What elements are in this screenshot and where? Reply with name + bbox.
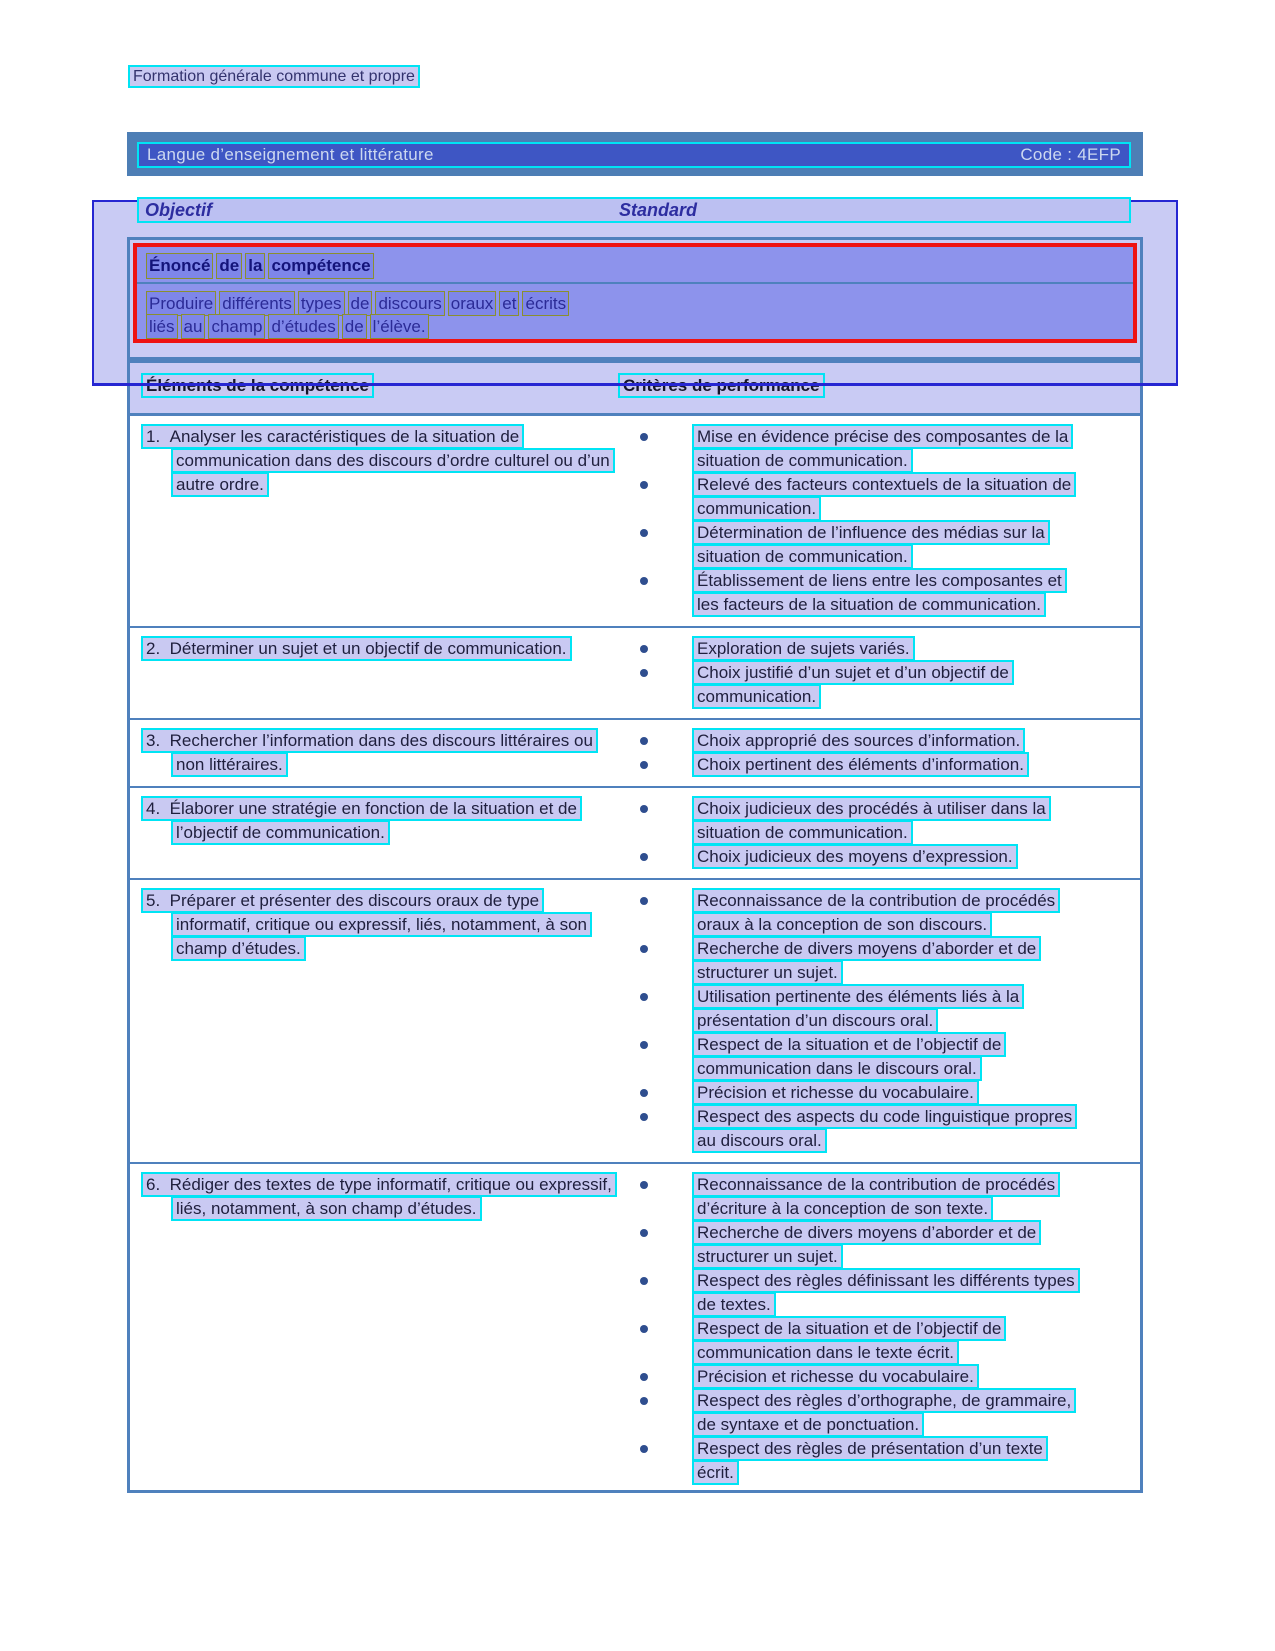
bullet-icon [640, 1445, 648, 1453]
criterion-text: Respect des règles d’orthographe, de grammaire, de syntaxe et de ponctuation. [694, 1390, 1074, 1435]
criterion-paragraph [694, 473, 1082, 521]
criterion-text: Respect des règles définissant les différents types de textes. [694, 1270, 1078, 1315]
criterion-paragraph [694, 1221, 1082, 1269]
word-highlight: différents [222, 294, 292, 313]
criterion-text: Choix judicieux des moyens d’expression. [694, 846, 1016, 867]
word-highlight: oraux [450, 294, 494, 313]
table-header-row [130, 363, 1140, 416]
element-cell [130, 416, 618, 626]
criterion-item [618, 1437, 1140, 1485]
criterion-text: Établissement de liens entre les composantes et les facteurs de la situation de communication. [694, 570, 1065, 615]
criterion-item [618, 753, 1140, 777]
bullet-icon [640, 1089, 648, 1097]
bullet-icon [640, 993, 648, 1001]
criterion-paragraph [694, 845, 1016, 869]
bullet-icon [640, 1373, 648, 1381]
criterion-paragraph [694, 1317, 1082, 1365]
element-cell [130, 628, 618, 718]
outer-box-bottom-rule [92, 383, 1178, 386]
objectif-heading: Objectif [145, 200, 213, 220]
element-text: Déterminer un sujet et un objectif de communication. [169, 639, 567, 658]
criterion-text: Reconnaissance de la contribution de procédés oraux à la conception de son discours. [694, 890, 1058, 935]
criterion-text: Recherche de divers moyens d’aborder et de structurer un sujet. [694, 1222, 1039, 1267]
enonce-line-2 [147, 315, 1133, 338]
bullet-icon [640, 1113, 648, 1121]
criterion-text: Choix judicieux des procédés à utiliser dans la situation de communication. [694, 798, 1049, 843]
table-row [130, 1162, 1140, 1493]
criterion-item [618, 1365, 1140, 1389]
criterion-item [618, 1033, 1140, 1081]
criteria-cell [618, 1164, 1140, 1493]
criterion-paragraph [694, 569, 1082, 617]
criterion-paragraph [694, 425, 1082, 473]
document-category-label [130, 68, 418, 86]
bullet-icon [640, 481, 648, 489]
criterion-text: Mise en évidence précise des composantes de la situation de communication. [694, 426, 1071, 471]
bullet-icon [640, 577, 648, 585]
criterion-item [618, 729, 1140, 753]
criterion-text: Exploration de sujets variés. [694, 638, 913, 659]
criterion-paragraph [694, 1389, 1082, 1437]
course-title: Langue d’enseignement et littérature [147, 145, 434, 164]
criterion-paragraph [694, 753, 1027, 777]
section-header-band [137, 197, 1131, 223]
element-highlight [143, 730, 596, 775]
course-header-highlight-band [137, 142, 1131, 168]
criteria-cell [618, 628, 1140, 718]
element-highlight [143, 798, 580, 843]
criterion-item [618, 1317, 1140, 1365]
bullet-icon [640, 805, 648, 813]
bullet-icon [640, 1041, 648, 1049]
criterion-text: Respect des aspects du code linguistique propres au discours oral. [694, 1106, 1075, 1151]
element-cell [130, 880, 618, 1162]
row-number: 4. [146, 799, 170, 818]
element-highlight [143, 1174, 615, 1219]
bullet-icon [640, 529, 648, 537]
column-header-elements [143, 376, 372, 396]
element-paragraph [143, 729, 618, 777]
element-highlight [143, 426, 613, 495]
criterion-text: Précision et richesse du vocabulaire. [694, 1366, 977, 1387]
criterion-item [618, 1269, 1140, 1317]
word-highlight: de [344, 317, 364, 336]
criterion-text: Utilisation pertinente des éléments liés à la présentation d’un discours oral. [694, 986, 1022, 1031]
criteria-cell [618, 720, 1140, 786]
criteria-list [618, 797, 1140, 869]
criterion-item [618, 985, 1140, 1033]
enonce-divider [137, 282, 1133, 284]
bullet-icon [640, 433, 648, 441]
table-row [130, 416, 1140, 626]
criterion-item [618, 937, 1140, 985]
word-highlight: discours [378, 294, 442, 313]
element-text: Élaborer une stratégie en fonction de la situation et de l’objectif de communication. [169, 799, 577, 842]
element-paragraph [143, 637, 618, 661]
bullet-icon [640, 1181, 648, 1189]
category-label-text: Formation générale commune et propre [130, 67, 418, 86]
criterion-paragraph [694, 1173, 1082, 1221]
bullet-icon [640, 761, 648, 769]
criterion-paragraph [694, 1033, 1082, 1081]
word-highlight: compétence [269, 254, 372, 278]
criterion-text: Précision et richesse du vocabulaire. [694, 1082, 977, 1103]
row-number: 5. [146, 891, 170, 910]
criterion-item [618, 845, 1140, 869]
criterion-item [618, 797, 1140, 845]
criterion-item [618, 661, 1140, 709]
criterion-text: Choix pertinent des éléments d’information. [694, 754, 1027, 775]
bullet-icon [640, 737, 648, 745]
bullet-icon [640, 1277, 648, 1285]
competency-table [127, 360, 1143, 1493]
row-number: 3. [146, 731, 170, 750]
word-highlight: d’études [271, 317, 336, 336]
criteria-cell [618, 416, 1140, 626]
word-highlight: Produire [149, 294, 214, 313]
criterion-text: Choix approprié des sources d’information. [694, 730, 1023, 751]
criterion-item [618, 569, 1140, 617]
criterion-item [618, 1173, 1140, 1221]
column-header-criteres [620, 376, 823, 396]
table-row [130, 786, 1140, 878]
element-text: Préparer et présenter des discours oraux de type informatif, critique ou expressif, liés, notamment, à son champ d’études. [169, 891, 588, 958]
criterion-item [618, 1081, 1140, 1105]
element-cell [130, 788, 618, 878]
criterion-paragraph [694, 1365, 977, 1389]
criterion-text: Détermination de l’influence des médias sur la situation de communication. [694, 522, 1048, 567]
element-paragraph [143, 1173, 618, 1221]
enonce-competence-box [127, 237, 1143, 360]
criterion-item [618, 637, 1140, 661]
element-highlight [143, 638, 570, 659]
criterion-paragraph [694, 1269, 1082, 1317]
criterion-item [618, 1221, 1140, 1269]
bullet-icon [640, 1397, 648, 1405]
table-row [130, 878, 1140, 1162]
word-highlight: la [246, 254, 264, 278]
criterion-paragraph [694, 661, 1082, 709]
criterion-paragraph [694, 729, 1023, 753]
bullet-icon [640, 853, 648, 861]
word-highlight: types [300, 294, 342, 313]
criteria-list [618, 729, 1140, 777]
row-number: 6. [146, 1175, 170, 1194]
criteria-list [618, 889, 1140, 1153]
criterion-text: Respect de la situation et de l’objectif de communication dans le texte écrit. [694, 1318, 1004, 1363]
enonce-red-border-box [133, 243, 1137, 343]
criterion-paragraph [694, 937, 1082, 985]
course-code: Code : 4EFP [1020, 145, 1121, 164]
bullet-icon [640, 1229, 648, 1237]
word-highlight: écrits [525, 294, 567, 313]
criterion-text: Relevé des facteurs contextuels de la situation de communication. [694, 474, 1074, 519]
element-paragraph [143, 425, 618, 497]
element-highlight [143, 890, 590, 959]
course-header-bar [127, 132, 1143, 176]
table-body [130, 416, 1140, 1493]
criterion-text: Choix justifié d’un sujet et d’un objectif de communication. [694, 662, 1012, 707]
criterion-item [618, 521, 1140, 569]
criterion-paragraph [694, 637, 913, 661]
criterion-paragraph [694, 521, 1082, 569]
bullet-icon [640, 945, 648, 953]
element-cell [130, 1164, 618, 1493]
word-highlight: et [502, 294, 517, 313]
criteria-list [618, 425, 1140, 617]
criterion-text: Reconnaissance de la contribution de procédés d’écriture à la conception de son texte. [694, 1174, 1058, 1219]
word-highlight: de [217, 254, 241, 278]
criteria-cell [618, 880, 1140, 1162]
element-paragraph [143, 889, 618, 961]
standard-heading: Standard [619, 200, 698, 220]
word-highlight: de [350, 294, 370, 313]
criterion-text: Respect des règles de présentation d’un texte écrit. [694, 1438, 1046, 1483]
criterion-paragraph [694, 1437, 1082, 1485]
element-text: Analyser les caractéristiques de la situation de communication dans des discours d’ordre culturel ou d’un autre ordre. [169, 427, 610, 494]
table-row [130, 626, 1140, 718]
table-row [130, 718, 1140, 786]
bullet-icon [640, 669, 648, 677]
word-highlight: l’élève. [372, 317, 426, 336]
criterion-paragraph [694, 1105, 1082, 1153]
criterion-paragraph [694, 1081, 977, 1105]
element-paragraph [143, 797, 618, 845]
criterion-item [618, 473, 1140, 521]
bullet-icon [640, 1325, 648, 1333]
criteria-cell [618, 788, 1140, 878]
criteria-list [618, 1173, 1140, 1485]
bullet-icon [640, 897, 648, 905]
enonce-line-1 [147, 292, 1133, 315]
word-highlight: Énoncé [147, 254, 212, 278]
word-highlight: au [183, 317, 203, 336]
row-number: 1. [146, 427, 170, 446]
enonce-title [147, 254, 1133, 278]
criterion-text: Recherche de divers moyens d’aborder et de structurer un sujet. [694, 938, 1039, 983]
word-highlight: champ [211, 317, 263, 336]
criterion-item [618, 425, 1140, 473]
element-cell [130, 720, 618, 786]
criteria-list [618, 637, 1140, 709]
criterion-item [618, 1105, 1140, 1153]
criterion-paragraph [694, 985, 1082, 1033]
criterion-text: Respect de la situation et de l’objectif de communication dans le discours oral. [694, 1034, 1004, 1079]
criterion-item [618, 889, 1140, 937]
criterion-paragraph [694, 889, 1082, 937]
criterion-paragraph [694, 797, 1082, 845]
element-text: Rechercher l’information dans des discours littéraires ou non littéraires. [169, 731, 593, 774]
word-highlight: liés [149, 317, 175, 336]
row-number: 2. [146, 639, 170, 658]
bullet-icon [640, 645, 648, 653]
criterion-item [618, 1389, 1140, 1437]
element-text: Rédiger des textes de type informatif, critique ou expressif, liés, notamment, à son champ d’études. [169, 1175, 612, 1218]
